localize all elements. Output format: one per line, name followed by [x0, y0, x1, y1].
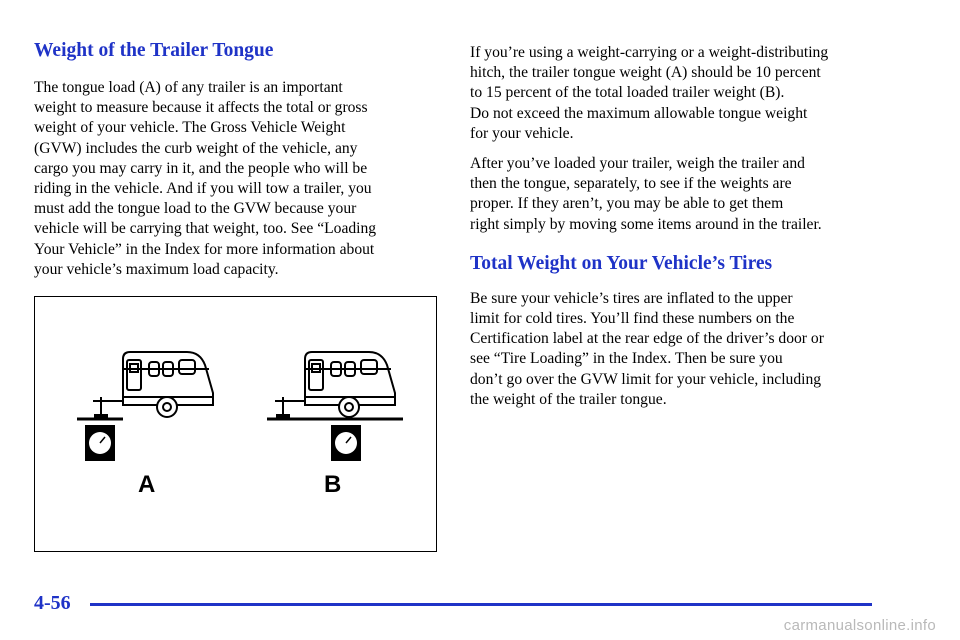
footer-rule: [90, 603, 872, 606]
tongue-weight-paragraph: The tongue load (A) of any trailer is an important weight to measure because it affects the total or gross weight of your vehicle. The Gross Vehicle Weight (GVW) includes the curb weight of the vehicle, any cargo you may carry in it, and the people who will be riding in the vehicle. And if you will tow a trailer, you must add the tongue load to the GVW because your vehicle will be carrying that weight, too. See “Loading Your Vehicle” in the Index for more information about your vehicle’s maximum load capacity.: [34, 79, 377, 278]
trailer-diagram-svg: [35, 297, 438, 553]
tire-weight-paragraph: Be sure your vehicle’s tires are inflated to the upper limit for cold tires. You’ll find these numbers on the Certification label at the rear edge of the driver’s door or see “Tire Loading” in the Index. Then be sure you don’t go over the GVW limit for your vehicle, including the weight of the trailer tongue.: [470, 289, 824, 408]
watermark-text: carmanualsonline.info: [783, 617, 936, 634]
section-heading-total-weight: Total Weight on Your Vehicle’s Tires: [470, 252, 773, 274]
page-number: 4-56: [34, 592, 71, 614]
trailer-a-drawing: [77, 352, 213, 419]
figure-label-b: B: [324, 471, 342, 498]
weigh-trailer-paragraph: After you’ve loaded your trailer, weigh the trailer and then the tongue, separately, to see if the weights are proper. If they aren’t, you may be able to get them right simply by moving some items around in the trailer.: [470, 155, 822, 233]
scale-b-icon: [331, 425, 361, 461]
right-column: [470, 43, 890, 420]
section-heading-tongue-weight: Weight of the Trailer Tongue: [34, 40, 274, 61]
scale-a-icon: [85, 425, 115, 461]
trailer-b-drawing: [267, 352, 403, 419]
trailer-weighing-illustration: [34, 296, 437, 552]
hitch-weight-paragraph: If you’re using a weight-carrying or a weight-distributing hitch, the trailer tongue weight (A) should be 10 percent to 15 percent of the total loaded trailer weight (B). Do not exceed the maximum allowable tongue weight for your vehicle.: [470, 44, 829, 142]
left-column: [34, 40, 430, 290]
figure-label-a: A: [138, 471, 156, 498]
